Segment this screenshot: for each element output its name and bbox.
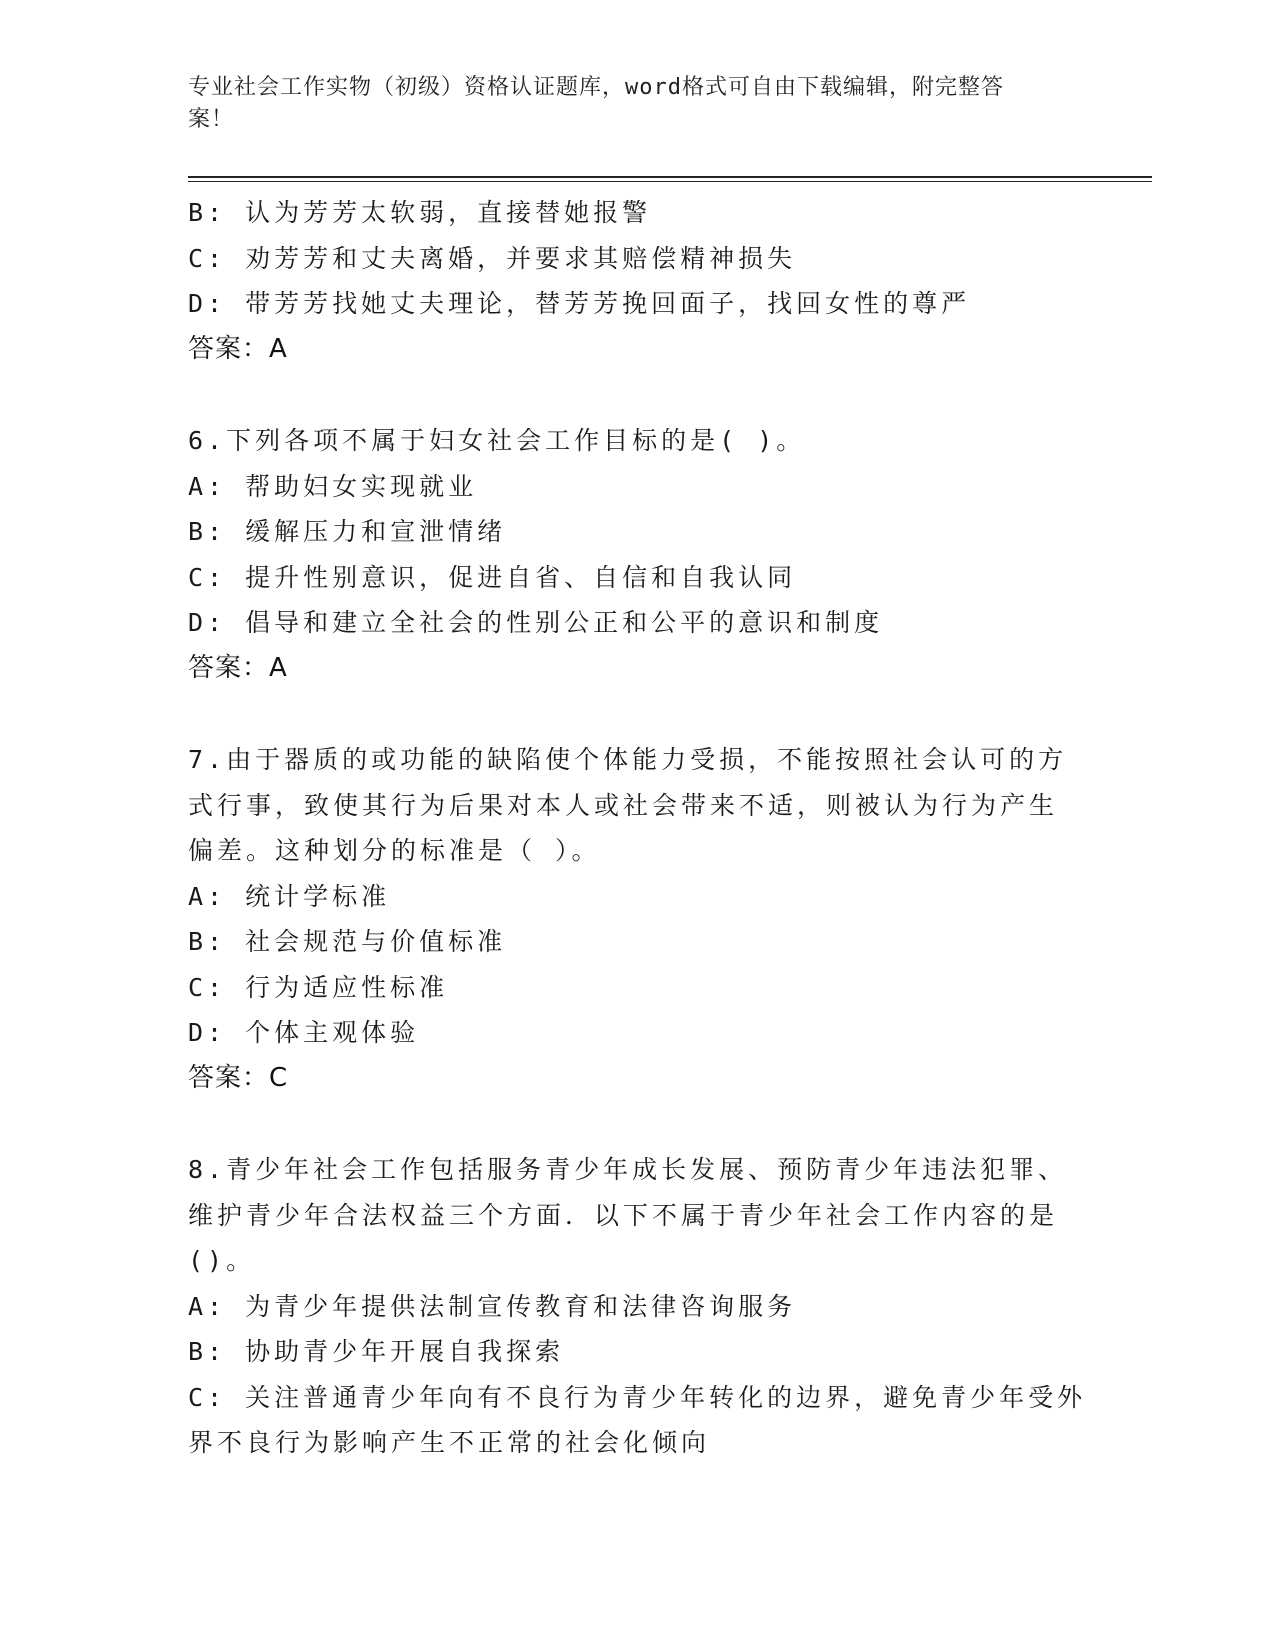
q7-option-a: A: 统计学标准 <box>188 881 391 911</box>
q8-question-line-1: 8.青少年社会工作包括服务青少年成长发展、预防青少年违法犯罪、 <box>188 1155 1068 1184</box>
q5-answer: 答案：A <box>188 333 288 364</box>
spacer <box>188 1101 1088 1147</box>
document-header <box>188 72 1088 136</box>
q6-question: 6.下列各项不属于妇女社会工作目标的是( )。 <box>188 426 806 455</box>
q6-option-a: A: 帮助妇女实现就业 <box>188 471 478 501</box>
question-8-block <box>188 1147 1088 1466</box>
q7-question-line-1: 7.由于器质的或功能的缺陷使个体能力受损，不能按照社会认可的方 <box>188 745 1068 774</box>
q7-option-b: B: 社会规范与价值标准 <box>188 927 507 956</box>
question-6-block <box>188 418 1088 691</box>
header-divider <box>188 176 1152 178</box>
q5-option-b: B: 认为芳芳太软弱，直接替她报警 <box>188 198 652 227</box>
question-5-block <box>188 190 1088 372</box>
q6-answer: 答案：A <box>188 652 288 683</box>
header-divider-thin <box>188 181 1152 182</box>
question-content <box>188 190 1088 1466</box>
q7-option-c: C: 行为适应性标准 <box>188 972 449 1002</box>
q6-option-b: B: 缓解压力和宣泄情绪 <box>188 517 507 546</box>
header-title-line-2: 案！ <box>188 107 235 132</box>
q7-answer: 答案：C <box>188 1062 289 1093</box>
q5-option-c: C: 劝芳芳和丈夫离婚，并要求其赔偿精神损失 <box>188 243 797 273</box>
q8-question-line-3: ()。 <box>188 1246 256 1275</box>
q8-question-line-2: 维护青少年合法权益三个方面．以下不属于青少年社会工作内容的是 <box>188 1200 1059 1230</box>
q5-option-d: D: 带芳芳找她丈夫理论，替芳芳挽回面子，找回女性的尊严 <box>188 289 971 318</box>
q8-option-a: A: 为青少年提供法制宣传教育和法律咨询服务 <box>188 1291 797 1321</box>
question-7-block <box>188 737 1088 1101</box>
q8-option-b: B: 协助青少年开展自我探索 <box>188 1337 565 1366</box>
header-title-line-1: 专业社会工作实物（初级）资格认证题库，word格式可自由下载编辑，附完整答 <box>188 75 1004 100</box>
q8-option-c-line-1: C: 关注普通青少年向有不良行为青少年转化的边界，避免青少年受外 <box>188 1382 1087 1412</box>
spacer <box>188 691 1088 737</box>
q7-question-line-3: 偏差。这种划分的标准是（ ）。 <box>188 836 601 865</box>
q7-question-line-2: 式行事，致使其行为后果对本人或社会带来不适，则被认为行为产生 <box>188 790 1059 820</box>
q7-option-d: D: 个体主观体验 <box>188 1018 420 1047</box>
spacer <box>188 372 1088 418</box>
q6-option-c: C: 提升性别意识，促进自省、自信和自我认同 <box>188 562 797 592</box>
q6-option-d: D: 倡导和建立全社会的性别公正和公平的意识和制度 <box>188 608 884 637</box>
q8-option-c-line-2: 界不良行为影响产生不正常的社会化倾向 <box>188 1428 711 1457</box>
